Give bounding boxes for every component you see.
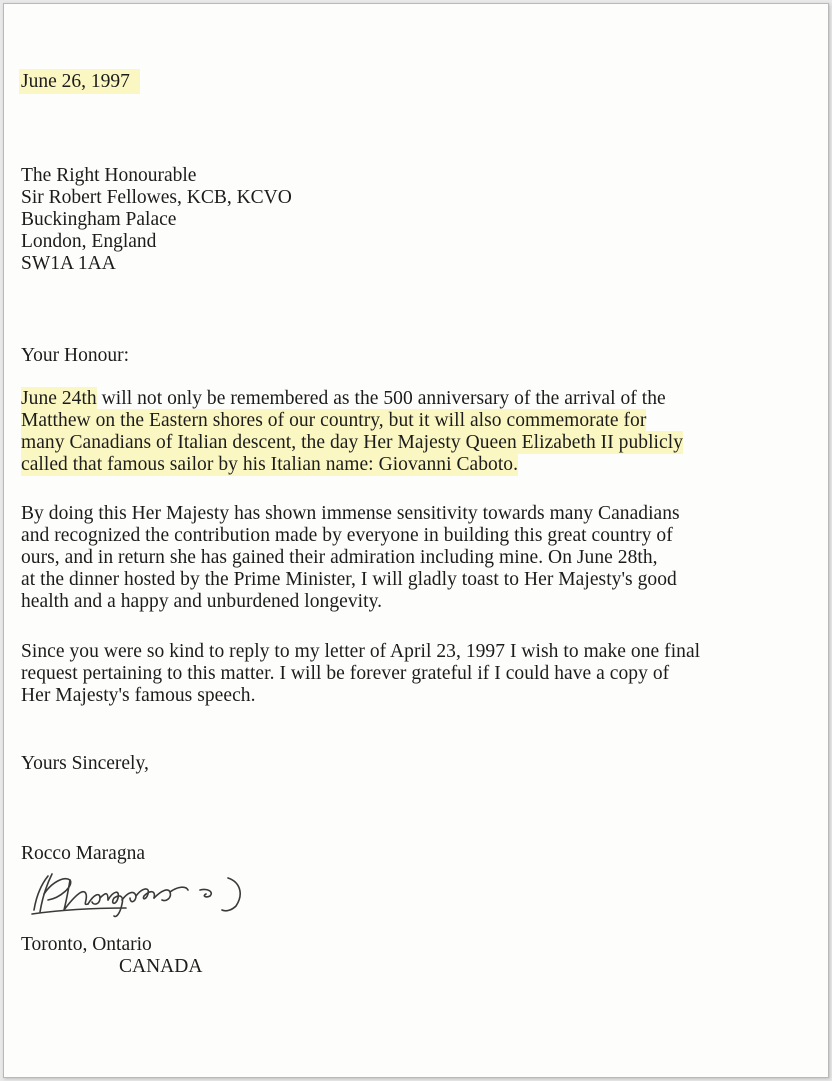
paragraph-1-line-2: Matthew on the Eastern shores of our country, but it will also commemorate for bbox=[21, 410, 647, 431]
sender-city: Toronto, Ontario bbox=[21, 934, 152, 955]
recipient-address bbox=[21, 165, 797, 275]
recipient-city: London, England bbox=[21, 231, 157, 252]
paragraph-1-line-1-rest: will not only be remembered as the 500 anniversary of the arrival of the bbox=[96, 388, 666, 409]
paragraph-2-line: health and a happy and unburdened longevity. bbox=[21, 591, 383, 612]
recipient-postcode: SW1A 1AA bbox=[21, 253, 116, 274]
paragraph-2-line: at the dinner hosted by the Prime Minister, I will gladly toast to Her Majesty's good bbox=[21, 569, 677, 590]
paragraph-2-line: and recognized the contribution made by everyone in building this great country of bbox=[21, 525, 673, 546]
recipient-title: The Right Honourable bbox=[21, 165, 197, 186]
paragraph-1 bbox=[21, 388, 797, 476]
paragraph-1-line-1 bbox=[21, 388, 797, 410]
paragraph-2-line: ours, and in return she has gained their admiration including mine. On June 28th, bbox=[21, 547, 658, 568]
sender-country: CANADA bbox=[119, 956, 203, 977]
paragraph-2-line: By doing this Her Majesty has shown immense sensitivity towards many Canadians bbox=[21, 503, 680, 524]
sender-name: Rocco Maragna bbox=[21, 843, 145, 864]
recipient-street: Buckingham Palace bbox=[21, 209, 177, 230]
signature-graphic bbox=[30, 864, 260, 922]
letter-date-block bbox=[21, 71, 797, 93]
letter-page bbox=[3, 3, 829, 1078]
recipient-name: Sir Robert Fellowes, KCB, KCVO bbox=[21, 187, 292, 208]
letter-date: June 26, 1997 bbox=[19, 69, 140, 94]
salutation: Your Honour: bbox=[21, 345, 129, 366]
sender-location bbox=[21, 934, 797, 978]
paragraph-2 bbox=[21, 503, 797, 613]
paragraph-3-line: Since you were so kind to reply to my letter of April 23, 1997 I wish to make one final bbox=[21, 641, 701, 662]
paragraph-1-line-3: many Canadians of Italian descent, the day Her Majesty Queen Elizabeth II publicly bbox=[21, 432, 683, 453]
paragraph-3 bbox=[21, 641, 797, 707]
closing: Yours Sincerely, bbox=[21, 753, 149, 774]
paragraph-1-line-4: called that famous sailor by his Italian name: Giovanni Caboto. bbox=[21, 454, 519, 475]
paragraph-3-line: request pertaining to this matter. I will be forever grateful if I could have a copy of bbox=[21, 663, 670, 684]
paragraph-3-line: Her Majesty's famous speech. bbox=[21, 685, 256, 706]
highlighted-date: June 24th bbox=[21, 388, 97, 409]
